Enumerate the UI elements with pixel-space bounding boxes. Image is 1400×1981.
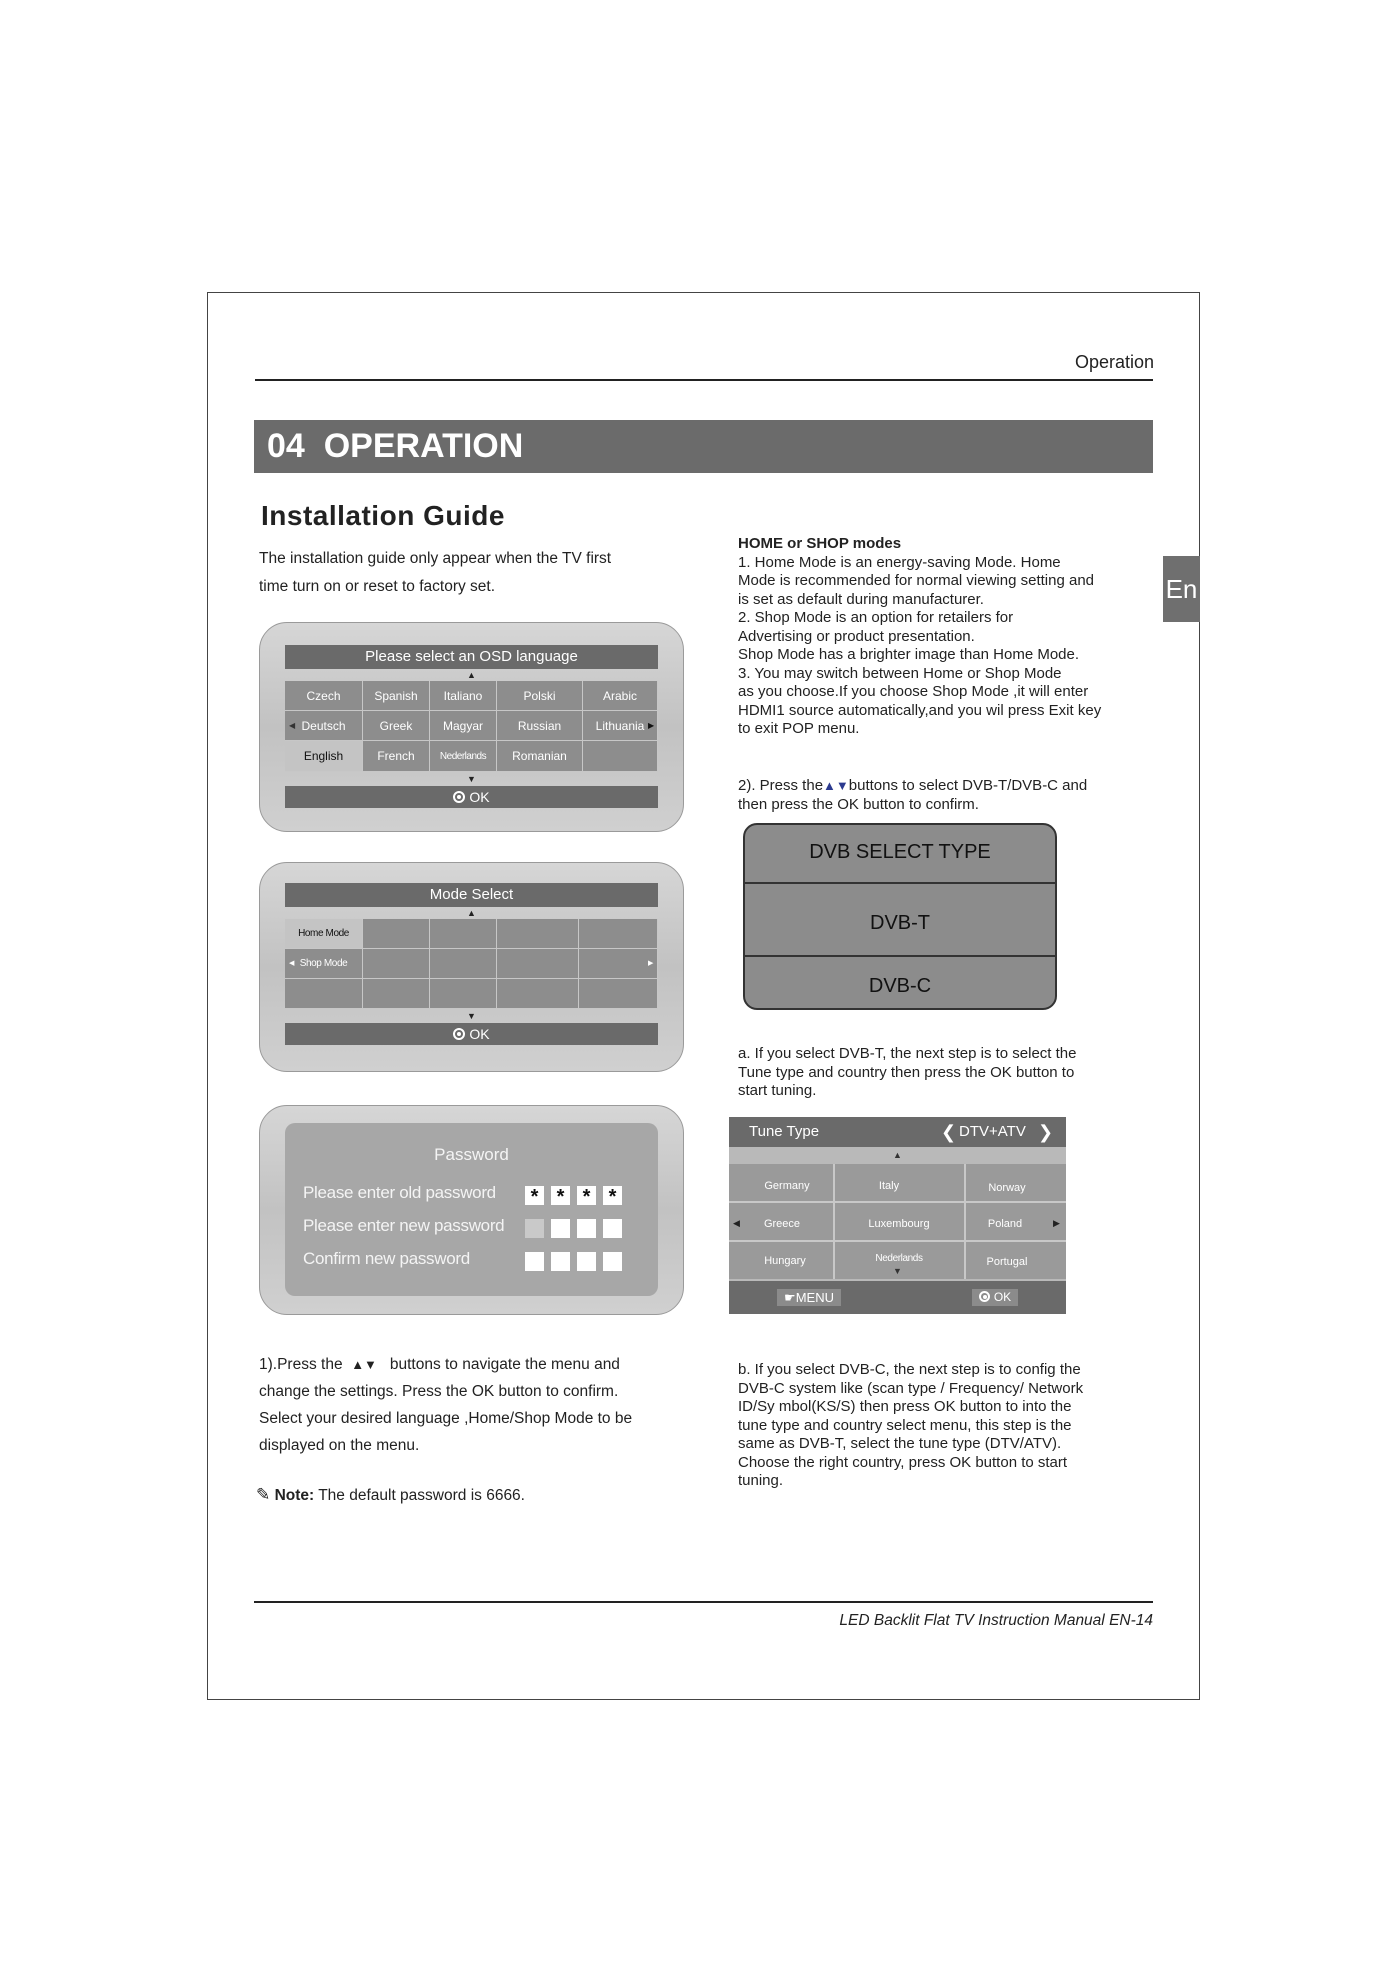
osd-language-grid: [285, 681, 658, 772]
pin-box: [525, 1252, 544, 1271]
para-b-line: b. If you select DVB-C, the next step is to config the: [738, 1361, 1081, 1378]
up-down-arrows-icon: ▲▼: [351, 1357, 377, 1372]
ok-icon: [979, 1291, 990, 1302]
country-greece[interactable]: Greece: [763, 1218, 801, 1230]
para-a-line: Tune type and country then press the OK button to: [738, 1063, 1075, 1081]
down-arrow-icon: ▼: [893, 1266, 902, 1276]
lang-czech[interactable]: Czech: [285, 681, 363, 711]
up-arrow-icon: ▲: [893, 1150, 902, 1160]
shop-mode-option[interactable]: Shop Mode: [285, 949, 363, 979]
header-rule: [255, 379, 1153, 381]
ok-icon: [453, 1028, 465, 1040]
lang-romanian[interactable]: Romanian: [497, 741, 583, 772]
lang-italiano[interactable]: Italiano: [430, 681, 497, 711]
tune-ok-label: OK: [993, 1290, 1012, 1304]
country-poland[interactable]: Poland: [987, 1218, 1023, 1230]
footer-rule: [254, 1601, 1153, 1603]
grid-divider: [964, 1164, 966, 1279]
pin-box: *: [603, 1186, 622, 1205]
modes-line: is set as default during manufacturer.: [738, 590, 984, 608]
footer: [839, 1612, 1153, 1630]
dvb-divider: [745, 955, 1055, 957]
password-title: Password: [434, 1145, 509, 1164]
confirm-password-field[interactable]: [525, 1252, 629, 1276]
tune-bottom-bar: [729, 1281, 1066, 1314]
osd-ok-label: OK: [469, 789, 490, 805]
mode-cell: [579, 919, 658, 949]
left-arrow-icon: ◀: [289, 960, 295, 967]
pin-box: [603, 1219, 622, 1238]
step2-part-a: 2). Press the: [738, 777, 824, 794]
right-arrow-icon: ▶: [1053, 1218, 1060, 1228]
modes-line: as you choose.If you choose Shop Mode ,it will enter: [738, 683, 1089, 700]
country-portugal[interactable]: Portugal: [986, 1256, 1028, 1268]
install-intro: [259, 545, 679, 601]
dvb-t-option[interactable]: DVB-T: [870, 912, 930, 934]
lang-spanish[interactable]: Spanish: [363, 681, 430, 711]
mode-cell: [497, 979, 579, 1009]
lang-russian[interactable]: Russian: [497, 711, 583, 741]
step1-part-b: buttons to navigate the menu and: [389, 1356, 620, 1373]
pin-box: [551, 1252, 570, 1271]
mode-ok-bar[interactable]: [285, 1023, 658, 1045]
pin-box: *: [525, 1186, 544, 1205]
mode-cell: [579, 979, 658, 1009]
old-password-field[interactable]: [525, 1186, 629, 1208]
down-arrow-icon: ▼: [467, 774, 476, 784]
mode-panel-title: Mode Select: [285, 883, 658, 907]
down-arrow-icon: ▼: [467, 1011, 476, 1021]
hand-pointer-icon: ☛: [784, 1290, 796, 1305]
chapter-banner: 04 OPERATION: [254, 420, 1153, 473]
step1-line4: displayed on the menu.: [259, 1437, 420, 1454]
mode-cell: [430, 979, 497, 1009]
step1-text: [259, 1351, 679, 1459]
language-tab: En: [1163, 556, 1200, 622]
modes-line: to exit POP menu.: [738, 720, 860, 737]
osd-language-panel: [259, 622, 684, 832]
mode-cell: [497, 949, 579, 979]
mode-ok-label: OK: [469, 1026, 490, 1042]
mode-cell: [579, 949, 658, 979]
mode-cell: [497, 919, 579, 949]
modes-line: 2. Shop Mode is an option for retailers for: [738, 609, 1014, 626]
pin-box: [603, 1252, 622, 1271]
menu-label: MENU: [795, 1290, 834, 1305]
lang-english[interactable]: English: [285, 741, 363, 772]
country-germany[interactable]: Germany: [764, 1180, 810, 1192]
lang-deutsch[interactable]: Deutsch: [285, 711, 363, 741]
page-number: EN-14: [1109, 1612, 1153, 1629]
tune-type-panel: [729, 1117, 1066, 1314]
para-b-line: tuning.: [738, 1472, 784, 1489]
step2-part-b: buttons to select DVB-T/DVB-C and: [848, 777, 1088, 794]
mode-cell: [430, 949, 497, 979]
up-arrow-icon: ▲: [467, 908, 476, 918]
up-down-arrows-icon: ▲▼: [823, 778, 849, 793]
dvb-panel-title: DVB SELECT TYPE: [809, 841, 991, 863]
lang-polski[interactable]: Polski: [497, 681, 583, 711]
step1-line2: change the settings. Press the OK button to confirm.: [259, 1383, 619, 1400]
country-grid: [729, 1164, 1066, 1279]
para-b-line: same as DVB-T, select the tune type (DTV/ATV).: [738, 1435, 1062, 1452]
pin-box: [551, 1219, 570, 1238]
para-b-line: DVB-C system like (scan type / Frequency/ Network: [738, 1379, 1084, 1397]
para-b-line: ID/Sy mbol(KS/S) then press OK button to into the: [738, 1398, 1072, 1415]
country-luxembourg[interactable]: Luxembourg: [868, 1218, 930, 1230]
lang-magyar[interactable]: Magyar: [430, 711, 497, 741]
grid-divider: [729, 1240, 1066, 1242]
grid-divider: [833, 1164, 835, 1279]
header-section: Operation: [1074, 352, 1154, 372]
para-b-line: Choose the right country, press OK button to start: [738, 1453, 1068, 1471]
modes-heading: HOME or SHOP modes: [738, 535, 902, 552]
tune-type-value: DTV+ATV: [959, 1123, 1026, 1140]
modes-line: Mode is recommended for normal viewing setting and: [738, 572, 1095, 589]
para-b-line: tune type and country select menu, this step is the: [738, 1416, 1072, 1434]
footer-title: LED Backlit Flat TV Instruction Manual: [839, 1612, 1105, 1629]
installation-guide-heading: Installation Guide: [261, 500, 505, 531]
left-arrow-icon: ◀: [733, 1218, 740, 1228]
mode-cell: [363, 979, 430, 1009]
step2-line2: then press the OK button to confirm.: [738, 795, 979, 813]
left-arrow-icon: ◀: [289, 721, 296, 730]
tune-ok-button[interactable]: [972, 1289, 1018, 1306]
new-password-label: Please enter new password: [303, 1216, 505, 1235]
intro-line-2: time turn on or reset to factory set.: [259, 578, 496, 595]
grid-divider: [729, 1201, 1066, 1203]
para-a-line: a. If you select DVB-T, the next step is to select the: [738, 1045, 1077, 1062]
note-text: The default password is 6666.: [314, 1487, 525, 1504]
country-norway[interactable]: Norway: [988, 1182, 1026, 1194]
modes-line: HDMI1 source automatically,and you wil press Exit key: [738, 701, 1102, 719]
home-mode-option[interactable]: Home Mode: [285, 919, 363, 949]
pin-box: *: [577, 1186, 596, 1205]
lang-arabic[interactable]: Arabic: [583, 681, 658, 711]
note: [256, 1485, 525, 1505]
right-arrow-icon: ▶: [648, 960, 654, 967]
chevron-right-icon[interactable]: ❯: [1038, 1122, 1054, 1142]
step1-part-a: 1).Press the: [259, 1356, 343, 1373]
mode-cell: [363, 949, 430, 979]
pencil-icon: ✎: [256, 1485, 271, 1504]
dvb-select-panel: [743, 823, 1057, 1010]
dvb-c-option[interactable]: DVB-C: [868, 975, 932, 997]
mode-cell: [363, 919, 430, 949]
country-italy[interactable]: Italy: [878, 1180, 900, 1192]
modes-line: Shop Mode has a brighter image than Home Mode.: [738, 646, 1080, 663]
osd-panel-title: Please select an OSD language: [285, 645, 658, 669]
intro-line-1: The installation guide only appear when the TV first: [259, 550, 612, 567]
pin-box: [577, 1219, 596, 1238]
ok-icon: [453, 791, 465, 803]
old-password-label: Please enter old password: [303, 1183, 496, 1202]
menu-button[interactable]: [777, 1289, 841, 1306]
modes-line: 3. You may switch between Home or Shop Mode: [738, 664, 1062, 682]
pin-box: *: [551, 1186, 570, 1205]
tune-type-bar[interactable]: [729, 1117, 1066, 1147]
mode-cell: [285, 979, 363, 1009]
password-panel: [259, 1105, 684, 1315]
modes-section: [738, 535, 1138, 739]
lang-greek[interactable]: Greek: [363, 711, 430, 741]
dvb-divider: [745, 882, 1055, 884]
pin-box: [577, 1252, 596, 1271]
new-password-field[interactable]: [525, 1219, 629, 1243]
osd-ok-bar[interactable]: [285, 786, 658, 808]
para-a: [738, 1045, 1158, 1101]
lang-lithuania[interactable]: Lithuania: [583, 711, 658, 741]
mode-grid: [285, 919, 658, 1009]
note-label: Note:: [274, 1487, 315, 1504]
tune-type-label: Tune Type: [749, 1123, 820, 1140]
pin-box: [525, 1219, 544, 1238]
step1-line1: [259, 1351, 679, 1378]
step2-text: [738, 777, 1158, 814]
mode-cell: [430, 919, 497, 949]
right-arrow-icon: ▶: [648, 721, 655, 730]
modes-line: Advertising or product presentation.: [738, 627, 975, 645]
up-arrow-icon: ▲: [467, 670, 476, 680]
country-nederlands[interactable]: Nederlands: [875, 1253, 923, 1264]
chevron-left-icon[interactable]: ❮: [941, 1122, 957, 1142]
mode-select-panel: [259, 862, 684, 1072]
confirm-password-label: Confirm new password: [303, 1249, 470, 1268]
step1-line3: Select your desired language ,Home/Shop Mode to be: [259, 1410, 633, 1427]
para-a-line: start tuning.: [738, 1082, 817, 1099]
step2-line1: [738, 777, 1158, 796]
password-dialog: [285, 1123, 658, 1296]
lang-nederlands[interactable]: Nederlands: [430, 741, 497, 772]
modes-line: 1. Home Mode is an energy-saving Mode. Home: [738, 553, 1061, 571]
para-b: [738, 1361, 1158, 1491]
lang-empty: [583, 741, 658, 772]
country-hungary[interactable]: Hungary: [764, 1255, 806, 1267]
lang-french[interactable]: French: [363, 741, 430, 772]
